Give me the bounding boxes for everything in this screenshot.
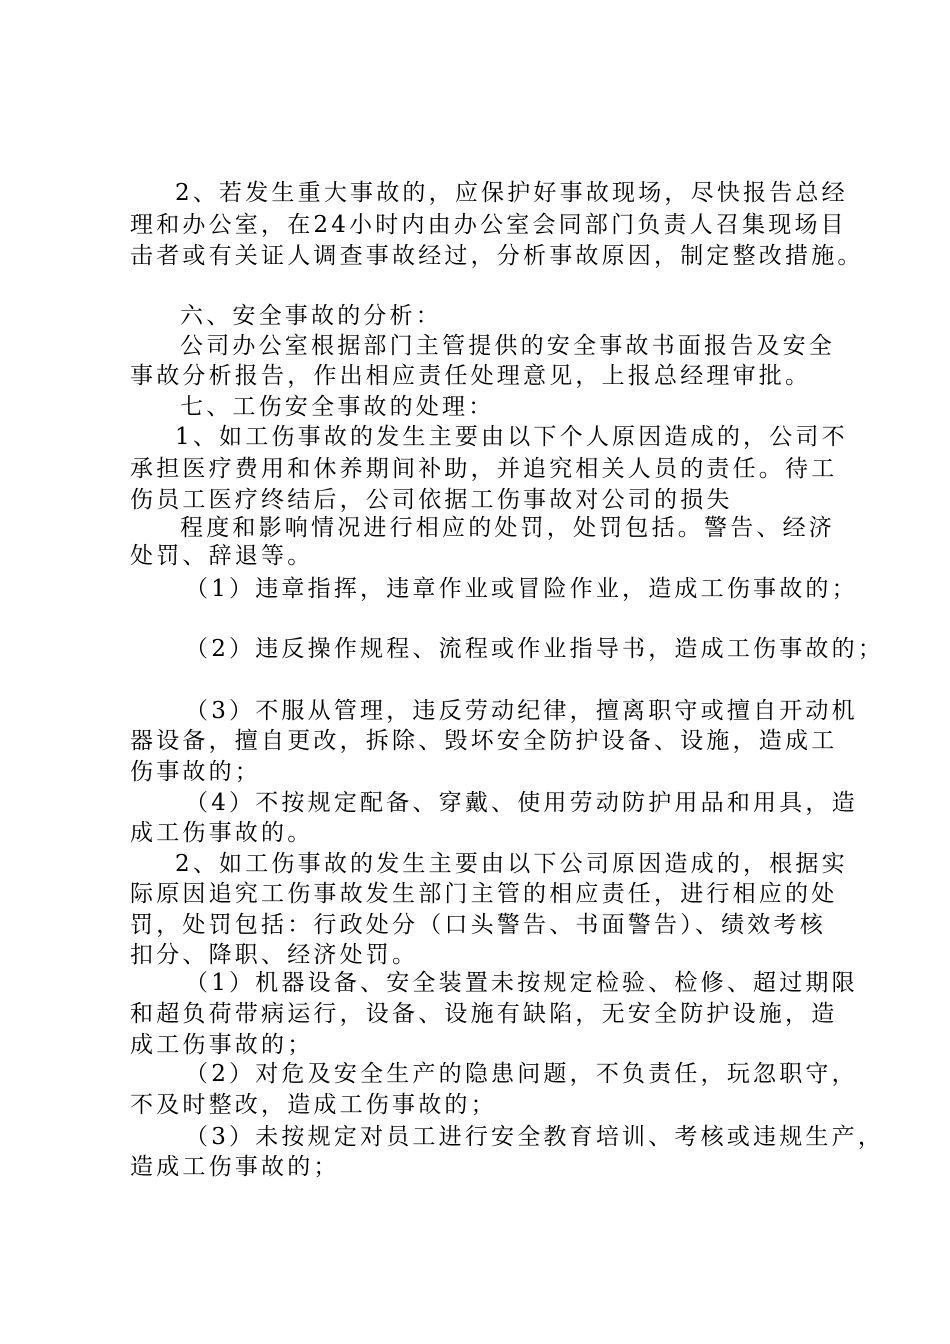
paragraph-line: 伤事故的；	[130, 759, 261, 785]
paragraph-line: 2、如工伤事故的发生主要由以下公司原因造成的，根据实	[175, 851, 848, 877]
list-item: （2）违反操作规程、流程或作业指导书，造成工伤事故的；	[185, 636, 885, 662]
paragraph-line: 器设备，擅自更改，拆除、毁坏安全防护设备、设施，造成工	[130, 728, 838, 754]
paragraph-line: 公司办公室根据部门主管提供的安全事故书面报告及安全	[180, 333, 835, 359]
paragraph-line: 罚，处罚包括：行政处分（口头警告、书面警告）、绩效考核	[130, 912, 826, 938]
paragraph-line: 扣分、降职、经济处罚。	[130, 942, 419, 968]
paragraph-line: 2、若发生重大事故的，应保护好事故现场，尽快报告总经	[175, 180, 848, 206]
list-item: （3）未按规定对员工进行安全教育培训、考核或违规生产，	[185, 1124, 885, 1150]
paragraph-line: 理和办公室，在24小时内由办公室会同部门负责人召集现场目	[130, 212, 847, 238]
paragraph-line: 不及时整改，造成工伤事故的；	[130, 1092, 497, 1118]
paragraph-line: 成工伤事故的；	[130, 1032, 314, 1058]
section-heading: 七、工伤安全事故的处理：	[180, 394, 495, 420]
paragraph-line: 和超负荷带病运行，设备、设施有缺陷，无安全防护设施，造	[130, 1001, 838, 1027]
paragraph-line: 造成工伤事故的；	[130, 1154, 340, 1180]
paragraph-line: 承担医疗费用和休养期间补助，并追究相关人员的责任。待工	[130, 456, 838, 482]
paragraph-line: 程度和影响情况进行相应的处罚，处罚包括。警告、经济	[180, 515, 835, 541]
paragraph-line: 成工伤事故的。	[130, 820, 314, 846]
paragraph-line: 伤员工医疗终结后，公司依据工伤事故对公司的损失	[130, 487, 733, 513]
paragraph-line: 际原因追究工伤事故发生部门主管的相应责任，进行相应的处	[130, 881, 838, 907]
list-item: （1）违章指挥，违章作业或冒险作业，造成工伤事故的；	[185, 576, 858, 602]
list-item: （2）对危及安全生产的隐患问题，不负责任，玩忽职守，	[185, 1061, 858, 1087]
list-item: （3）不服从管理，违反劳动纪律，擅离职守或擅自开动机	[185, 698, 858, 724]
paragraph-line: 处罚、辞退等。	[130, 543, 314, 569]
list-item: （1）机器设备、安全装置未按规定检验、检修、超过期限	[185, 970, 858, 996]
list-item: （4）不按规定配备、穿戴、使用劳动防护用品和用具，造	[185, 790, 858, 816]
paragraph-line: 事故分析报告，作出相应责任处理意见，上报总经理审批。	[130, 363, 812, 389]
paragraph-line: 1、如工伤事故的发生主要由以下个人原因造成的，公司不	[175, 424, 848, 450]
paragraph-line: 击者或有关证人调查事故经过，分析事故原因，制定整改措施。	[130, 243, 864, 269]
section-heading: 六、安全事故的分析：	[180, 303, 442, 329]
